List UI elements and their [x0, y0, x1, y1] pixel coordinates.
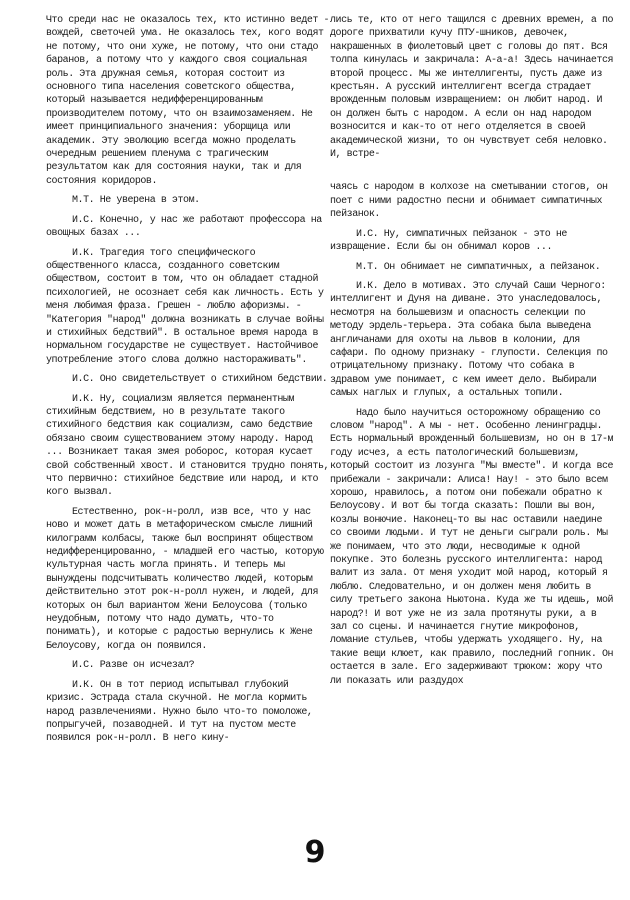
paragraph: И.С. Ну, симпатичных пейзанок - это не извращение. Если бы он обнимал коров ...	[330, 228, 567, 254]
paragraph: И.С. Оно свидетельствует о стихийном бедствии.	[72, 374, 328, 386]
paragraph: И.К. Он в тот период испытывал глубокий кризис. Эстрада стала скучной. Не могла кормить народ развлечениями. Нужно было что-то помоложе, попрыгучей, позаводней. И тут на пустом месте появился рок-н-ролл. В него кину-	[46, 679, 313, 745]
paragraph: лись те, кто от него тащился с древних времен, а по дороге прихватили кучу ПТУ-шников, девочек, накрашенных в фиолетовый цвет с головы до пят. Вся толпа кинулась и закричала: А-а-а! Здесь начинается второй процесс. Мы же интеллигенты, пусть даже из крестьян. А русский интеллигент всегда страдает врожденным половым извращением: он любит народ. И он должен быть с народом. А если он над народом возносится и как-то от него отделяется в своей академической жизни, то он чувствует себя неловко. И, встре-	[330, 15, 614, 161]
paragraph: И.С. Конечно, у нас же работают профессора на овощных базах ...	[46, 214, 322, 240]
paragraph: Естественно, рок-н-ролл, изв все, что у нас ново и может дать в метафорическом смысле лишний килограмм колбасы, также был воспринят обществом недифференцированно, - младшей его частью, которую культурная часть могла принять. И теперь мы вынуждены подсчитывать количество людей, которым действительно этот рок-н-ролл нужен, и людей, для которых он был вариантом Жени Белоусова (только неудобным, потому что надо думать, что-то понимать), и которые с радостью вернулись к Жене Белоусову, когда он появился.	[46, 506, 324, 652]
page-number: 9	[304, 835, 326, 870]
paragraph: Что среди нас не оказалось тех, кто истинно ведет - вождей, светочей ума. Не оказалось тех, кого водят не потому, что они хуже, не потому, что они стадо баранов, а потому что у каждого своя социальная роль. Эта дружная семья, которая состоит из основного типа населения советского общества, который называется недифференцированным производителем потому, что он взаимозаменяем. Не имеет принципиального значения: уборщица или академик. Эту эволюцию всегда можно проделать очередным решением пленума с трагическим результатом как для состояния науки, так и для состояния коридоров.	[46, 15, 330, 187]
column-gap	[330, 167, 616, 181]
paragraph: И.С. Разве он исчезал?	[72, 660, 195, 672]
paragraph: Надо было научиться осторожному обращению со словом "народ". А мы - нет. Особенно ленинградцы. Есть нормальный врожденный большевизм, но он в 17-м году исчез, а есть патологический большевизм, который состоит из лозунга "Мы вместе". И когда все прибежали - закричали: Алиса! Нау! - это было всем хорошо, нравилось, а потом они побежали обратно к Белоусову. И вот бы тогда сказать: Пошли вы вон, козлы вонючие. Наконец-то вы нас оставили наедине со своими людьми. И тут не деньги сыграли роль. Мы же понимаем, что это люди, несводимые к одной покупке. Это болезнь русского интеллигента: народ валит из зала. От меня уходит мой народ, который я люблю. Следовательно, и он должен меня любить в силу третьего закона Ньютона. Куда же ты идешь, мой народ?! И вот уже не из зала протянуты руки, а в зал со сцены. И начинается гнутие микрофонов, ломание стульев, чтобы удержать уходящего. Ну, на такие вещи клюет, как правило, последний гопник. Он остается в зале. Его задерживают трюком: жору что ли показать или раздудох	[330, 407, 614, 687]
paragraph: И.К. Дело в мотивах. Это случай Саши Черного: интеллигент и Дуня на диване. Это унаследовалось, несмотря на большевизм и опасность селекции по методу эрдель-терьера. Эта собака была выведена англичанами для охоты на львов в колонии, для сафари. По одному признаку - глупости. Селекция по отрицательному признаку. Потому что собака в здравом уме понимает, с кем имеет дело. Выбирали самых наглых и глупых, а остальных топили.	[330, 280, 608, 400]
paragraph: М.Т. Не уверена в этом.	[72, 195, 200, 207]
right-column	[330, 14, 616, 694]
paragraph: чаясь с народом в колхозе на сметывании стогов, он поет с ними радостно песни и обнимает симпатичных пейзанок.	[330, 182, 608, 221]
paragraph: И.К. Трагедия того специфического общественного класса, созданного советским обществом, состоит в том, что он обладает стадной психологией, не осознает себя как личность. Есть у меня любимая фраза. Грешен - люблю афоризмы. - "Категория "народ" должна возникать в случае войны и стихийных бедствий". В остальное время народа в нормальном государстве не существует. Настойчивое употребление этого слова должно настораживать".	[46, 247, 324, 366]
left-column	[46, 14, 330, 752]
paragraph: И.К. Ну, социализм является перманентным стихийным бедствием, но в результате такого стихийного бедствия как социализм, само бедствие обязано своим существованием этому народу. Народ ... Возникает такая змея роборос, которая кусает свой собственный хвост. И становится трудно понять, что первично: стихийное бедствие или народ, и кто кого вызвал.	[46, 393, 330, 499]
paragraph: М.Т. Он обнимает не симпатичных, а пейзанок.	[356, 261, 601, 273]
